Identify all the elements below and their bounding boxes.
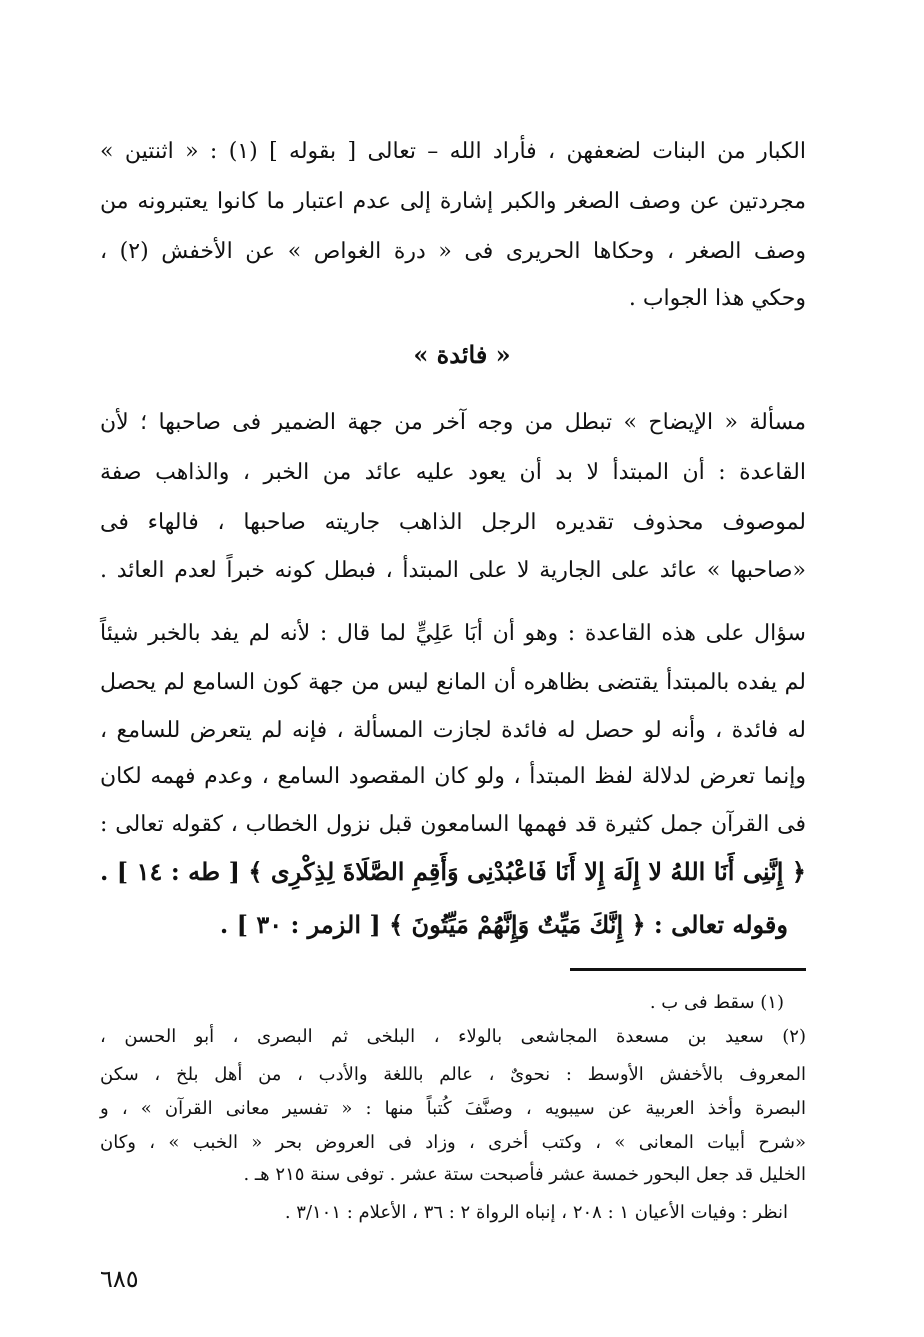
paragraph-2-line: مسألة « الإيضاح » تبطل من وجه آخر من جهة الضمير فى صاحبها ؛ لأن	[100, 410, 806, 435]
footnote-line: المعروف بالأخفش الأوسط : نحوىٌ ، عالم باللغة والأدب ، من أهل بلخ ، سكن	[100, 1064, 806, 1085]
paragraph-2-line: «صاحبها » عائد على الجارية لا على المبتدأ ، فبطل كونه خبراً لعدم العائد .	[100, 558, 806, 583]
paragraph-1-line: الكبار من البنات لضعفهن ، فأراد الله – تعالى [ بقوله ] (١) : « اثنتين »	[100, 139, 807, 164]
paragraph-1-line: وحكي هذا الجواب .	[628, 286, 806, 311]
footnote-line: «شرح أبيات المعانى » ، وكتب أخرى ، وزاد فى العروض بحر « الخبب » ، وكان	[100, 1132, 806, 1153]
quran-verse: وقوله تعالى : ﴿ إِنَّكَ مَيِّتٌ وَإِنَّهُمْ مَيِّتُونَ ﴾ [ الزمر : ٣٠ ] .	[219, 910, 788, 939]
footnote-line: انظر : وفيات الأعيان ١ : ٢٠٨ ، إنباه الرواة ٢ : ٣٦ ، الأعلام : ٣/١٠١ .	[284, 1202, 788, 1223]
paragraph-3-line: له فائدة ، وأنه لو حصل له فائدة لجازت المسألة ، فإنه لم يتعرض للسامع ،	[100, 718, 806, 743]
paragraph-3-line: فى القرآن جمل كثيرة قد فهمها السامعون قبل نزول الخطاب ، كقوله تعالى :	[100, 812, 806, 837]
paragraph-1-line: وصف الصغر ، وحكاها الحريرى فى « درة الغواص » عن الأخفش (٢) ،	[100, 239, 806, 264]
paragraph-1-line: مجردتين عن وصف الصغر والكبر إشارة إلى عدم اعتبار ما كانوا يعتبرونه من	[100, 189, 806, 214]
footnote-line: (٢) سعيد بن مسعدة المجاشعى بالولاء ، البلخى ثم البصرى ، أبو الحسن ،	[100, 1026, 806, 1047]
paragraph-3-line: وإنما تعرض لدلالة لفظ المبتدأ ، ولو كان المقصود السامع ، وعدم فهمه لكان	[100, 764, 806, 789]
footnote-line: (١) سقط فى ب .	[649, 992, 784, 1013]
paragraph-2-line: لموصوف محذوف تقديره الرجل الذاهب جاريته صاحبها ، فالهاء فى	[100, 510, 806, 535]
footnote-line: البصرة وأخذ العربية عن سيبويه ، وصنَّفَ كُتباً منها : « تفسير معانى القرآن » ، و	[100, 1098, 806, 1119]
footnote-separator	[570, 968, 806, 971]
paragraph-3-line: لم يفده بالمبتدأ يقتضى بظاهره أن المانع ليس من جهة كون السامع لم يحصل	[100, 670, 806, 695]
footnote-line: الخليل قد جعل البحور خمسة عشر فأصبحت ستة عشر . توفى سنة ٢١٥ هـ .	[243, 1164, 806, 1185]
section-heading: « فائدة »	[413, 340, 511, 369]
quran-verse: ﴿ إِنَّنِى أَنَا اللهُ لا إِلَهَ إِلا أَنَا فَاعْبُدْنِى وَأَقِمِ الصَّلَاةَ لِذِكْرِى ﴾ [ طه : ١٤ ] .	[100, 857, 806, 886]
paragraph-2-line: القاعدة : أن المبتدأ لا بد أن يعود عليه عائد من الخبر ، والذاهب صفة	[100, 460, 806, 485]
page-number: ٦٨٥	[100, 1265, 139, 1293]
paragraph-3-line: سؤال على هذه القاعدة : وهو أن أبَا عَلِيٍّ لما قال : لأنه لم يفد بالخبر شيئاً	[100, 621, 806, 646]
